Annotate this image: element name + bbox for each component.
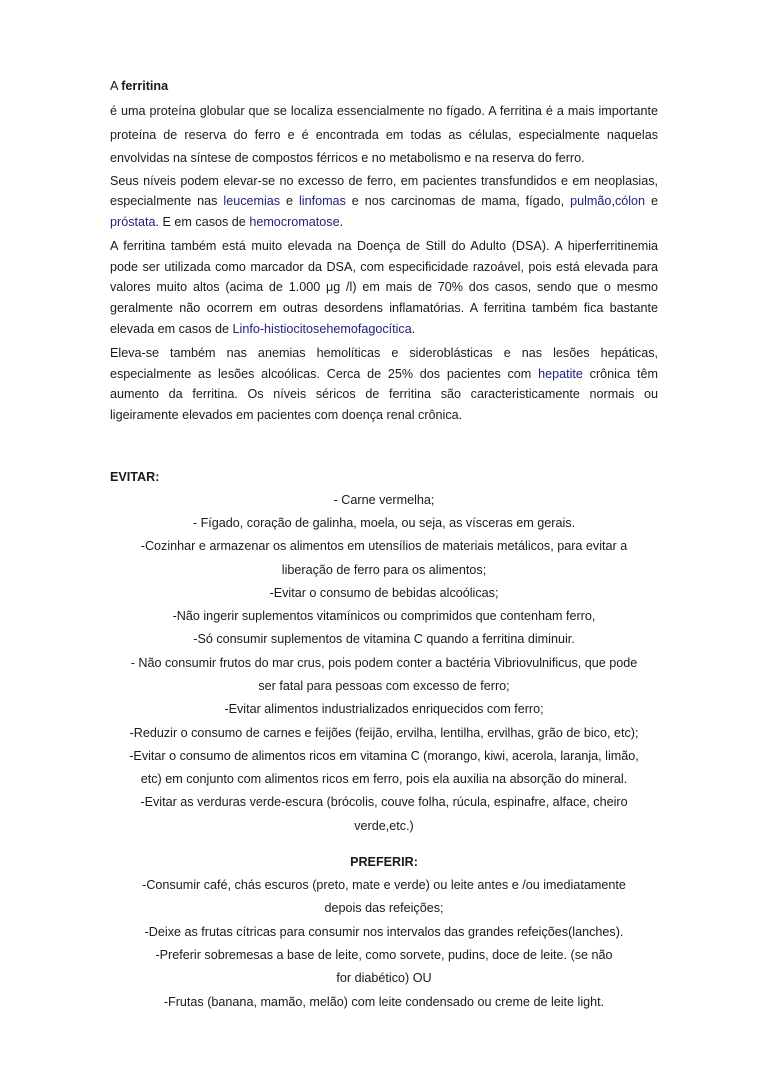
paragraph-intro: é uma proteína globular que se localiza essencialmente no fígado. A ferritina é a mais importante proteína de reserva do ferro e é encontrada em todas as células, especialmente naquelas envolvidas na síntese de compostos férricos e no metabolismo e na reserva do ferro. bbox=[110, 104, 658, 165]
evitar-heading: EVITAR: bbox=[110, 469, 160, 484]
paragraph-levels-text-4: , bbox=[611, 194, 615, 209]
paragraph-levels bbox=[110, 171, 658, 233]
list-item: -Evitar alimentos industrializados enriquecidos com ferro; bbox=[224, 702, 544, 717]
evitar-list bbox=[110, 489, 658, 838]
list-item: - Carne vermelha; bbox=[333, 492, 435, 507]
paragraph-levels-text-7: . bbox=[339, 214, 344, 229]
list-item: -Frutas (banana, mamão, melão) com leite condensado ou creme de leite light. bbox=[163, 994, 605, 1009]
paragraph-anemias-text-2: crônica têm aumento da ferritina. Os níveis séricos de ferritina são caracteristicamente normais ou ligeiramente elevados em pacientes com doença renal crônica. bbox=[110, 366, 658, 423]
paragraph-anemias-text-1: Eleva-se também nas anemias hemolíticas e sideroblásticas e nas lesões hepáticas, especialmente as lesões alcoólicas. Cerca de 25% dos pacientes com bbox=[110, 346, 658, 381]
list-item: depois das refeições; bbox=[324, 901, 444, 916]
link-hepatite[interactable]: hepatite bbox=[538, 366, 583, 381]
title-prefix: A bbox=[110, 79, 122, 93]
list-item: -Deixe as frutas cítricas para consumir nos intervalos das grandes refeições(lanches). bbox=[144, 924, 624, 939]
list-item: etc) em conjunto com alimentos ricos em ferro, pois ela auxilia na absorção do mineral. bbox=[140, 772, 628, 787]
link-hemocromatose[interactable]: hemocromatose bbox=[249, 214, 340, 229]
paragraph-dsa-text-2: . bbox=[411, 321, 416, 336]
link-colon[interactable]: cólon bbox=[614, 194, 646, 209]
link-linfo-histiocitose[interactable]: Linfo-histiocitosehemofagocítica bbox=[232, 321, 412, 336]
list-item: verde,etc.) bbox=[354, 818, 414, 833]
document-title bbox=[110, 76, 658, 96]
paragraph-dsa-text-1: A ferritina também está muito elevada na Doença de Still do Adulto (DSA). A hiperferritinemia pode ser utilizada como marcador da DSA, com especificidade razoável, pois está elevada para valores muito altos (acima de 1.000 μg /l) em mais de 70% dos casos, sendo que o mesmo geralmente não ocorrem em outras desordens inflamatórias. A ferritina também fica bastante elevada em casos de bbox=[110, 239, 658, 336]
paragraph-levels-text-6: . E em casos de bbox=[155, 214, 250, 229]
list-item: -Evitar as verduras verde-escura (brócolis, couve folha, rúcula, espinafre, alface, cheiro bbox=[140, 795, 628, 810]
paragraph-anemias bbox=[110, 343, 658, 425]
list-item: - Não consumir frutos do mar crus, pois podem conter a bactéria Vibriovulnificus, que pode bbox=[130, 655, 638, 670]
list-item: for diabético) OU bbox=[336, 971, 432, 986]
list-item: -Evitar o consumo de bebidas alcoólicas; bbox=[269, 585, 499, 600]
link-prostata[interactable]: próstata bbox=[110, 214, 156, 229]
title-bold: ferritina bbox=[121, 79, 169, 93]
list-item: -Consumir café, chás escuros (preto, mate e verde) ou leite antes e /ou imediatamente bbox=[142, 878, 626, 893]
link-leucemias[interactable]: leucemias bbox=[223, 194, 281, 209]
list-item: - Fígado, coração de galinha, moela, ou seja, as vísceras em gerais. bbox=[192, 515, 576, 530]
list-item: ser fatal para pessoas com excesso de ferro; bbox=[258, 679, 510, 693]
list-item: -Não ingerir suplementos vitamínicos ou comprimidos que contenham ferro, bbox=[172, 609, 596, 624]
list-item: -Preferir sobremesas a base de leite, como sorvete, pudins, doce de leite. (se não bbox=[155, 947, 613, 962]
link-pulmao[interactable]: pulmão bbox=[570, 194, 612, 209]
paragraph-levels-text-1: Seus níveis podem elevar-se no excesso de ferro, em pacientes transfundidos e em neoplasias, especialmente nas bbox=[110, 173, 658, 209]
preferir-list bbox=[110, 874, 658, 1014]
paragraph-levels-text-2: e bbox=[280, 194, 299, 209]
paragraph-levels-text-5: e bbox=[645, 194, 658, 209]
paragraph-levels-text-3: e nos carcinomas de mama, fígado, bbox=[345, 194, 571, 209]
list-item: -Só consumir suplementos de vitamina C quando a ferritina diminuir. bbox=[193, 632, 575, 647]
list-item: -Evitar o consumo de alimentos ricos em vitamina C (morango, kiwi, acerola, laranja, limão, bbox=[129, 748, 639, 763]
document-page bbox=[110, 76, 658, 1014]
paragraph-dsa bbox=[110, 236, 658, 339]
list-item: liberação de ferro para os alimentos; bbox=[281, 562, 487, 577]
list-item: -Cozinhar e armazenar os alimentos em utensílios de materiais metálicos, para evitar a bbox=[140, 539, 628, 554]
preferir-heading: PREFERIR: bbox=[350, 855, 418, 870]
link-linfomas[interactable]: linfomas bbox=[298, 194, 346, 209]
list-item: -Reduzir o consumo de carnes e feijões (feijão, ervilha, lentilha, ervilhas, grão de bico, etc); bbox=[129, 725, 639, 740]
